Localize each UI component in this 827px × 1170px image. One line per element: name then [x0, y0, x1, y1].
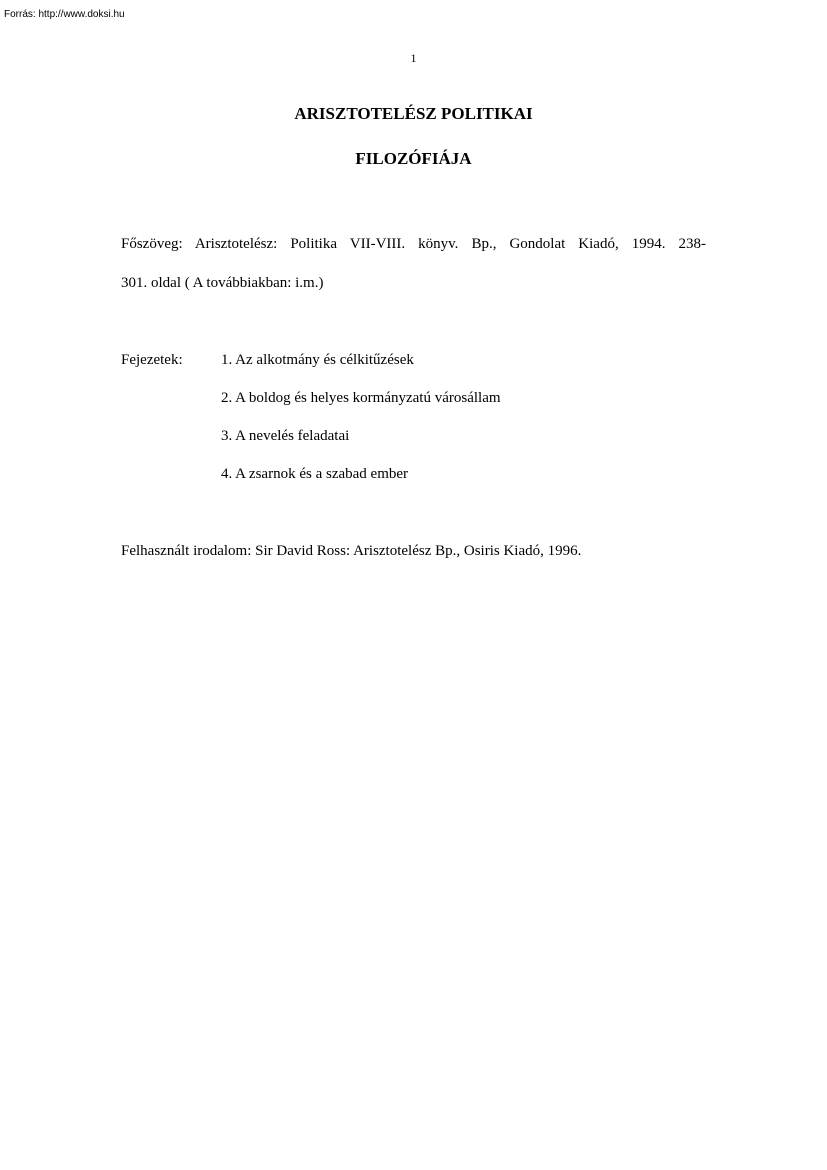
- chapters-label: Fejezetek:: [121, 352, 183, 368]
- document-title-line-1: ARISZTOTELÉSZ POLITIKAI: [294, 104, 533, 123]
- document-title-line-2: FILOZÓFIÁJA: [355, 149, 472, 168]
- literature-reference: Felhasznált irodalom: Sir David Ross: Arisztotelész Bp., Osiris Kiadó, 1996.: [121, 543, 582, 559]
- chapter-item-1: 1. Az alkotmány és célkitűzések: [221, 352, 414, 368]
- page-number: 1: [410, 51, 417, 65]
- main-text-line-1: Főszöveg: Arisztotelész: Politika VII-VIII. könyv. Bp., Gondolat Kiadó, 1994. 238-: [121, 236, 706, 252]
- source-url-line: Forrás: http://www.doksi.hu: [4, 9, 125, 20]
- chapter-item-4: 4. A zsarnok és a szabad ember: [221, 466, 409, 482]
- main-text-line-2: 301. oldal ( A továbbiakban: i.m.): [121, 275, 324, 291]
- chapter-item-2: 2. A boldog és helyes kormányzatú városállam: [221, 390, 501, 406]
- chapter-item-3: 3. A nevelés feladatai: [221, 428, 350, 444]
